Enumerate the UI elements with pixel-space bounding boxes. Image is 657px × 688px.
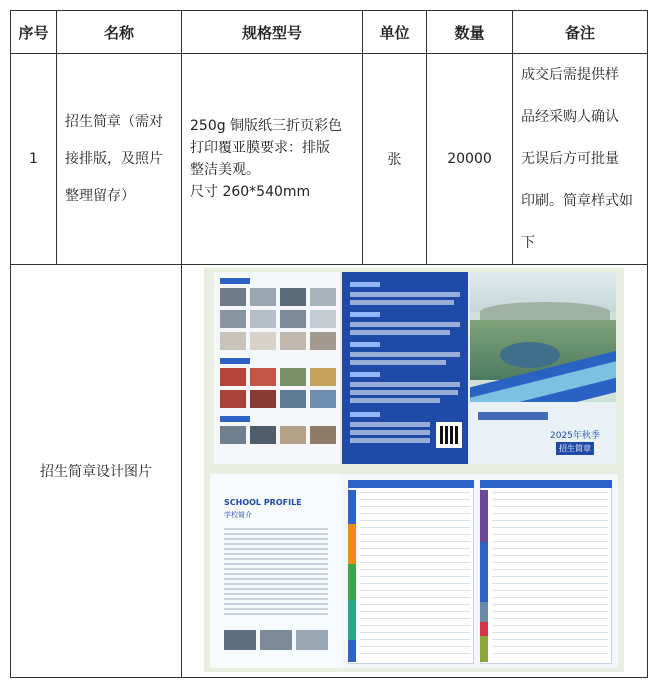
header-unit: 单位 — [363, 11, 427, 54]
brochure-panel-inside — [210, 474, 618, 668]
row-note-line: 无误后方可批量 — [521, 151, 619, 167]
brochure-year: 2025年秋季 — [550, 431, 600, 441]
row-name-line: 招生简章（需对 — [65, 113, 163, 130]
row-spec-line: 整洁美观。 — [190, 162, 260, 178]
image-label: 招生简章设计图片 — [11, 265, 182, 678]
row-spec — [182, 54, 363, 265]
row-spec-line: 尺寸 260*540mm — [190, 184, 311, 200]
row-note — [513, 54, 648, 265]
brochure-profile-sub: 学校简介 — [224, 511, 252, 519]
brochure-image — [204, 268, 624, 672]
row-spec-line: 打印覆亚膜要求：排版 — [190, 140, 330, 156]
row-spec-line: 250g 铜版纸三折页彩色 — [190, 118, 343, 134]
header-row — [11, 11, 648, 54]
row-name — [57, 54, 182, 265]
header-qty: 数量 — [427, 11, 513, 54]
header-note: 备注 — [513, 11, 648, 54]
row-note-line: 成交后需提供样 — [521, 67, 619, 83]
procurement-table — [10, 10, 648, 678]
header-spec: 规格型号 — [182, 11, 363, 54]
brochure-badge: 招生简章 — [556, 442, 594, 455]
brochure-profile-title: SCHOOL PROFILE — [224, 498, 302, 507]
row-qty: 20000 — [427, 54, 513, 265]
brochure-panel-photos — [214, 272, 340, 464]
row-note-line: 印刷。简章样式如 — [521, 193, 633, 209]
row-note-line: 下 — [521, 235, 535, 251]
row-name-line: 整理留存） — [65, 187, 135, 204]
brochure-panel-info — [342, 272, 468, 464]
row-note-line: 品经采购人确认 — [521, 109, 619, 125]
row-name-line: 接排版，及照片 — [65, 150, 163, 167]
header-no: 序号 — [11, 11, 57, 54]
table-row — [11, 54, 648, 265]
brochure-image-cell — [182, 265, 648, 678]
brochure-panel-cover — [470, 272, 616, 464]
row-unit: 张 — [363, 54, 427, 265]
header-name: 名称 — [57, 11, 182, 54]
table-row-image — [11, 265, 648, 678]
row-no: 1 — [11, 54, 57, 265]
